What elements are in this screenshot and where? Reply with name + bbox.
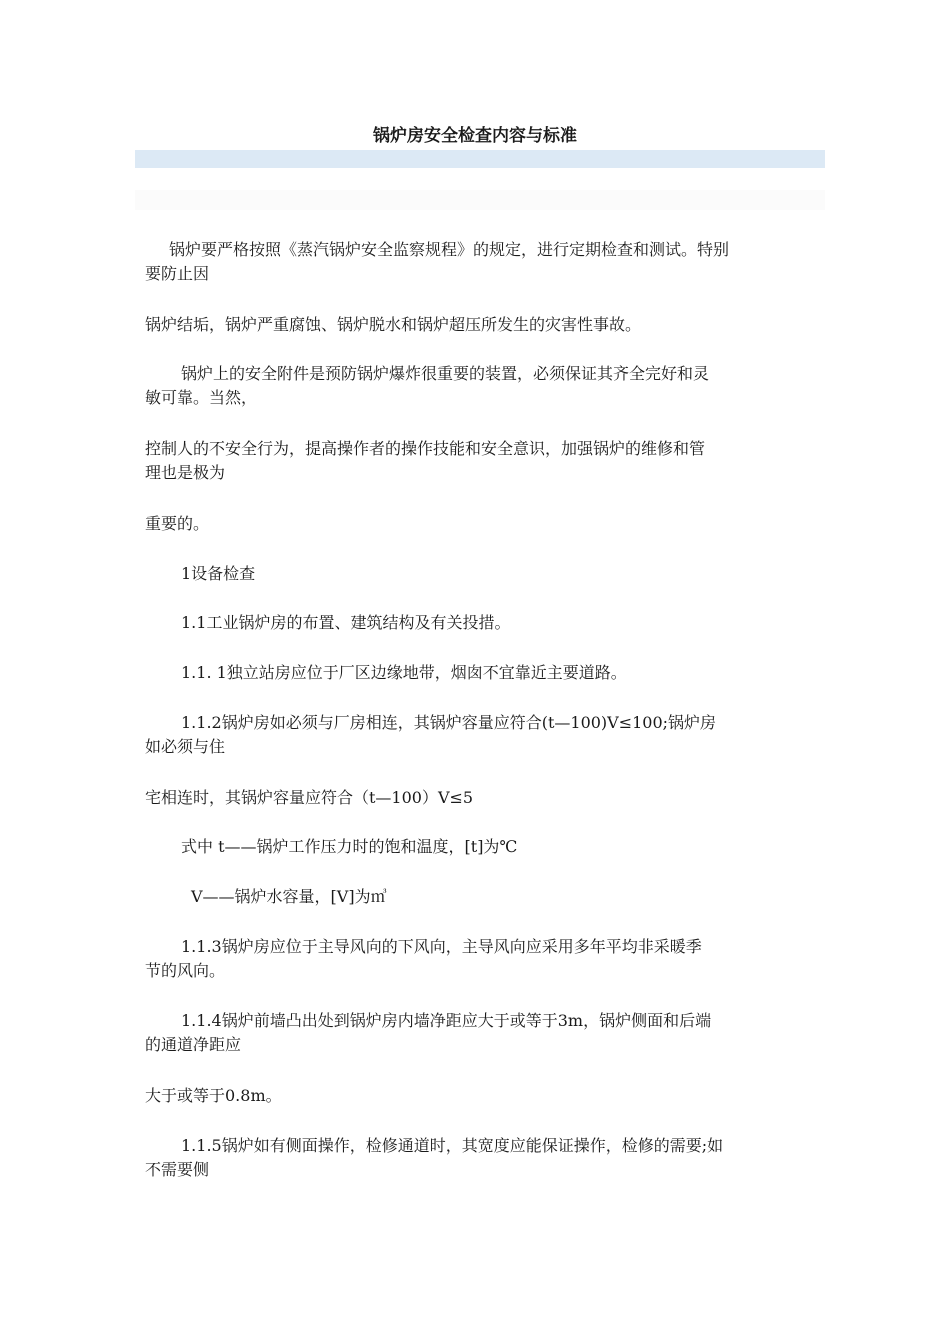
- paragraph-continuation: [145, 786, 825, 810]
- item-1-1-2: [145, 711, 825, 759]
- paragraph-line: 理也是极为: [145, 463, 226, 482]
- paragraph-line: 如必须与住: [145, 737, 226, 756]
- formula-note-t: [145, 835, 825, 859]
- paragraph-4: [145, 437, 825, 485]
- item-1-1-1: [145, 661, 825, 685]
- formula-note-v: [145, 885, 825, 909]
- paragraph-line: 式中 t——锅炉工作压力时的饱和温度，[t]为℃: [181, 837, 518, 856]
- paragraph-continuation: [145, 1084, 825, 1108]
- paragraph-line: 节的风向。: [145, 961, 226, 980]
- item-1-1-4: [145, 1009, 825, 1057]
- paragraph-5: [145, 512, 825, 536]
- paragraph-line: 1.1工业锅炉房的布置、建筑结构及有关投措。: [181, 613, 511, 632]
- paragraph-3: [145, 362, 825, 410]
- paragraph-line: 的通道净距应: [145, 1035, 242, 1054]
- paragraph-line: 要防止因: [145, 264, 210, 283]
- paragraph-line: 1设备检查: [181, 564, 256, 583]
- paragraph-line: V——锅炉水容量，[V]为㎥: [191, 887, 387, 906]
- paragraph-line: 锅炉结垢，锅炉严重腐蚀、锅炉脱水和锅炉超压所发生的灾害性事故。: [145, 315, 642, 334]
- paragraph-line: 1.1.2锅炉房如必须与厂房相连，其锅炉容量应符合(t—100)V≤100;锅炉房: [181, 713, 717, 732]
- paragraph-1: [145, 238, 825, 286]
- paragraph-line: 大于或等于0.8m。: [145, 1086, 282, 1105]
- paragraph-line: 锅炉上的安全附件是预防锅炉爆炸很重要的装置，必须保证其齐全完好和灵: [181, 364, 710, 383]
- paragraph-line: 重要的。: [145, 514, 210, 533]
- paragraph-2: [145, 313, 825, 337]
- item-1-1-3: [145, 935, 825, 983]
- paragraph-line: 1.1. 1独立站房应位于厂区边缘地带，烟囱不宜靠近主要道路。: [181, 663, 627, 682]
- subtitle-band: [135, 190, 825, 210]
- paragraph-line: 1.1.4锅炉前墙凸出处到锅炉房内墙净距应大于或等于3m，锅炉侧面和后端: [181, 1011, 712, 1030]
- document-title: 锅炉房安全检查内容与标准: [373, 126, 577, 146]
- section-heading-1-1: [145, 611, 825, 635]
- paragraph-line: 不需要侧: [145, 1160, 210, 1179]
- title-underline-band: [135, 150, 825, 168]
- paragraph-line: 宅相连时，其锅炉容量应符合（t—100）V≤5: [145, 788, 474, 807]
- paragraph-line: 1.1.3锅炉房应位于主导风向的下风向，主导风向应采用多年平均非采暖季: [181, 937, 702, 956]
- item-1-1-5: [145, 1134, 825, 1182]
- paragraph-line: 敏可靠。当然，: [145, 388, 258, 407]
- paragraph-line: 锅炉要严格按照《蒸汽锅炉安全监察规程》的规定，进行定期检查和测试。特别: [169, 240, 730, 259]
- paragraph-line: 控制人的不安全行为，提高操作者的操作技能和安全意识，加强锅炉的维修和管: [145, 439, 706, 458]
- paragraph-line: 1.1.5锅炉如有侧面操作，检修通道时，其宽度应能保证操作，检修的需要;如: [181, 1136, 724, 1155]
- section-heading-1: [145, 562, 825, 586]
